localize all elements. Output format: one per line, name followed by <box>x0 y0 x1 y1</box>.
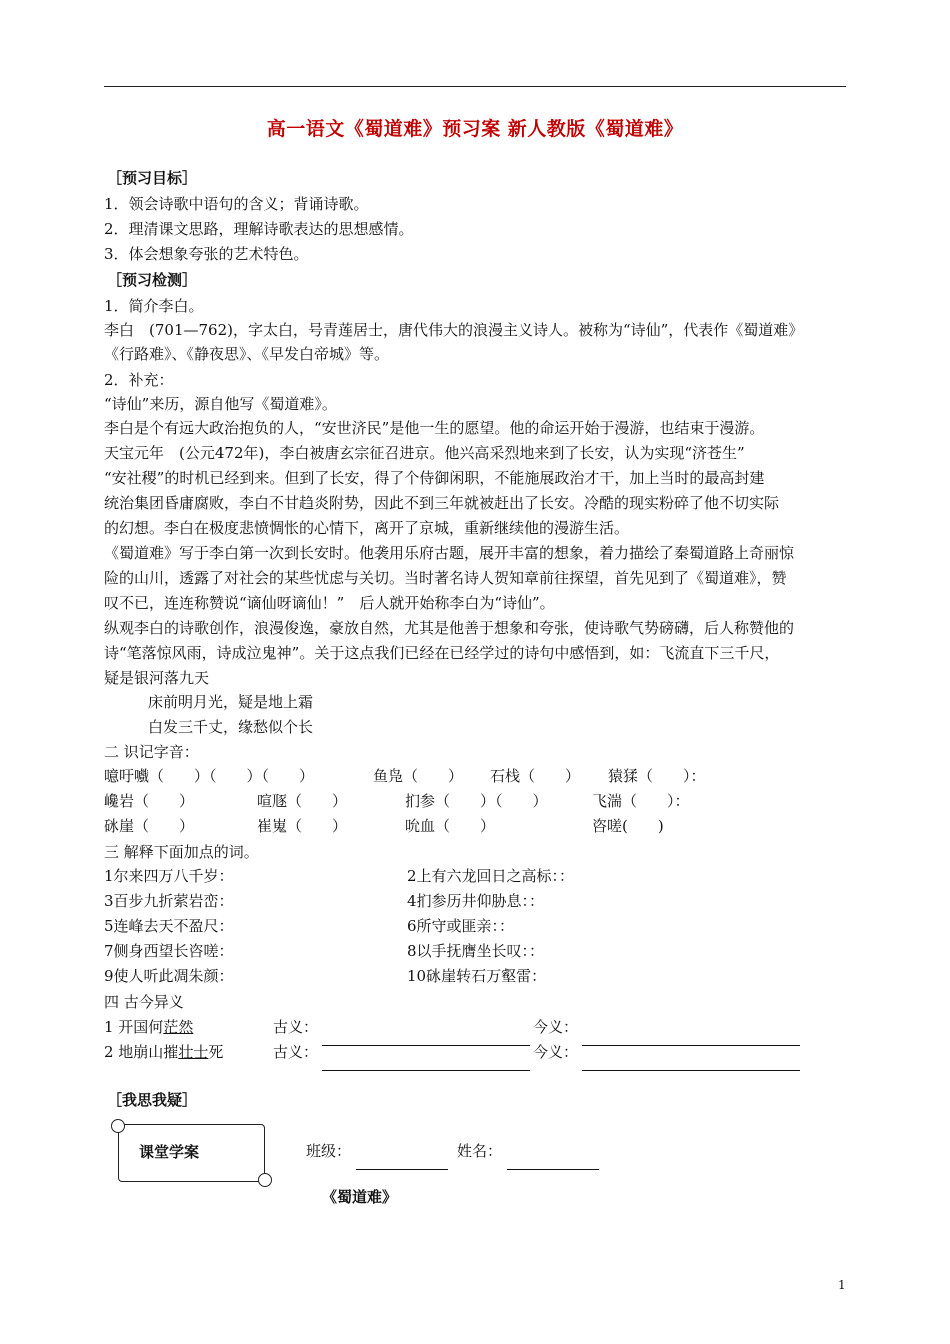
yiyi-prefix: 2 地崩山摧 <box>104 1043 179 1061</box>
pron-item: 飞湍（ ）： <box>592 792 690 810</box>
yiyi-jin-blank[interactable] <box>582 1031 800 1046</box>
pron-item: 喧豗（ ） <box>257 792 348 810</box>
explain-item: 1尔来四万八千岁： <box>104 867 234 885</box>
paragraph-line: 《蜀道难》写于李白第一次到长安时。他袭用乐府古题，展开丰富的想象，着力描绘了秦蜀道路上奇丽惊 <box>104 544 795 562</box>
pron-item: 吮血（ ） <box>405 817 496 835</box>
header-rule <box>104 86 846 87</box>
explain-item: 4扪参历井仰胁息：： <box>407 892 545 910</box>
paragraph-line: 天宝元年 (公元472年)，李白被唐玄宗征召进京。他兴高采烈地来到了长安，认为实现“济苍生” <box>104 444 745 462</box>
yiyi-gu-blank[interactable] <box>322 1031 530 1046</box>
scroll-banner <box>118 1124 265 1182</box>
section-heading-explain: 三 解释下面加点的词。 <box>104 843 259 861</box>
yiyi-word: 壮士 <box>178 1043 209 1061</box>
explain-item: 10砯崖转石万壑雷： <box>407 967 547 985</box>
yiyi-tail: 死 <box>208 1043 224 1061</box>
explain-item: 2上有六龙回日之高标：： <box>407 867 575 885</box>
yiyi-jin-label: 今义： <box>533 1018 579 1036</box>
yiyi-word: 茫然 <box>163 1018 194 1036</box>
pron-item: 砯崖（ ） <box>104 817 195 835</box>
explain-item: 3百步九折萦岩峦： <box>104 892 234 910</box>
page-title: 高一语文《蜀道难》预习案 新人教版《蜀道难》 <box>266 118 684 140</box>
section-heading-pronunciation: 二 识记字音： <box>104 743 199 761</box>
subsection-heading: 1．简介李白。 <box>104 297 204 315</box>
pron-item: 猿猱（ ）： <box>608 767 706 785</box>
pron-item: 崔嵬（ ） <box>257 817 348 835</box>
yiyi-jin-label: 今义： <box>533 1043 579 1061</box>
paragraph-line: 诗“笔落惊风雨，诗成泣鬼神”。关于这点我们已经在已经学过的诗句中感悟到，如：飞流直下三千尺， <box>104 644 780 662</box>
pron-item: 咨嗟( ) <box>592 817 664 835</box>
pron-item: 扪参（ ）（ ） <box>405 792 548 810</box>
section-heading-check: ［预习检测］ <box>107 271 198 289</box>
pron-item: 巉岩（ ） <box>104 792 195 810</box>
yiyi-gu-label: 古义： <box>273 1043 319 1061</box>
paragraph-line: 的幻想。李白在极度悲愤惆怅的心情下，离开了京城，重新继续他的漫游生活。 <box>104 519 630 537</box>
paragraph-line: 叹不已，连连称赞说“谪仙呀谪仙！” 后人就开始称李白为“诗仙”。 <box>104 594 555 612</box>
paragraph-line: 疑是银河落九天 <box>104 669 210 687</box>
yiyi-gu-label: 古义： <box>273 1018 319 1036</box>
paragraph-line: 统治集团昏庸腐败，李白不甘趋炎附势，因此不到三年就被赶出了长安。冷酷的现实粉碎了他不切实际 <box>104 494 780 512</box>
yiyi-gu-blank[interactable] <box>322 1056 530 1071</box>
name-label: 姓名： <box>457 1142 503 1160</box>
paragraph-line: 险的山川，透露了对社会的某些忧虑与关切。当时著名诗人贺知章前往探望，首先见到了《蜀道难》，赞 <box>104 569 787 587</box>
section-heading-think: ［我思我疑］ <box>107 1091 198 1109</box>
paragraph-line: 《行路难》、《静夜思》、《早发白帝城》等。 <box>104 345 390 363</box>
goal-item: 2．理清课文思路，理解诗歌表达的思想感情。 <box>104 220 414 238</box>
pron-item: 噫吁嚱（ ）（ ）（ ） <box>104 767 315 785</box>
pron-item: 鱼凫（ ） <box>373 767 464 785</box>
lesson-title: 《蜀道难》 <box>322 1188 398 1206</box>
explain-item: 7侧身西望长咨嗟： <box>104 942 234 960</box>
paragraph-line: 李白是个有远大政治抱负的人，“安世济民”是他一生的愿望。他的命运开始于漫游，也结束于漫游。 <box>104 419 765 437</box>
pron-item: 石栈（ ） <box>490 767 581 785</box>
explain-item: 9使人听此凋朱颜： <box>104 967 234 985</box>
explain-item: 5连峰去天不盈尺： <box>104 917 234 935</box>
paragraph-line: 李白 (701—762)，字太白，号青莲居士，唐代伟大的浪漫主义诗人。被称为“诗仙”，代表作《蜀道难》 <box>104 321 804 339</box>
explain-item: 6所守或匪亲：： <box>407 917 515 935</box>
page-number: 1 <box>838 1278 846 1292</box>
paragraph-line: 纵观李白的诗歌创作，浪漫俊逸，豪放自然，尤其是他善于想象和夸张，使诗歌气势磅礴，后人称赞他的 <box>104 619 795 637</box>
yiyi-jin-blank[interactable] <box>582 1056 800 1071</box>
yiyi-row <box>104 1042 223 1062</box>
goal-item: 3．体会想象夸张的艺术特色。 <box>104 245 309 263</box>
paragraph-line: “诗仙”来历，源自他写《蜀道难》。 <box>104 395 337 413</box>
section-heading-goals: ［预习目标］ <box>107 169 198 187</box>
poem-line: 床前明月光，疑是地上霜 <box>148 693 314 711</box>
yiyi-row <box>104 1017 193 1037</box>
banner-label: 课堂学案 <box>139 1143 200 1161</box>
scroll-curl <box>258 1173 272 1187</box>
goal-item: 1．领会诗歌中语句的含义；背诵诗歌。 <box>104 195 369 213</box>
yiyi-prefix: 1 开国何 <box>104 1018 164 1036</box>
class-blank[interactable] <box>356 1155 448 1170</box>
poem-line: 白发三千丈，缘愁似个长 <box>148 718 314 736</box>
name-blank[interactable] <box>507 1155 599 1170</box>
class-label: 班级： <box>306 1142 352 1160</box>
section-heading-yiyi: 四 古今异义 <box>104 993 184 1011</box>
paragraph-line: “安社稷”的时机已经到来。但到了长安，得了个侍御闲职，不能施展政治才干，加上当时的最高封建 <box>104 469 765 487</box>
scroll-curl <box>111 1119 125 1133</box>
subsection-heading: 2．补充： <box>104 371 174 389</box>
explain-item: 8以手抚膺坐长叹：： <box>407 942 545 960</box>
